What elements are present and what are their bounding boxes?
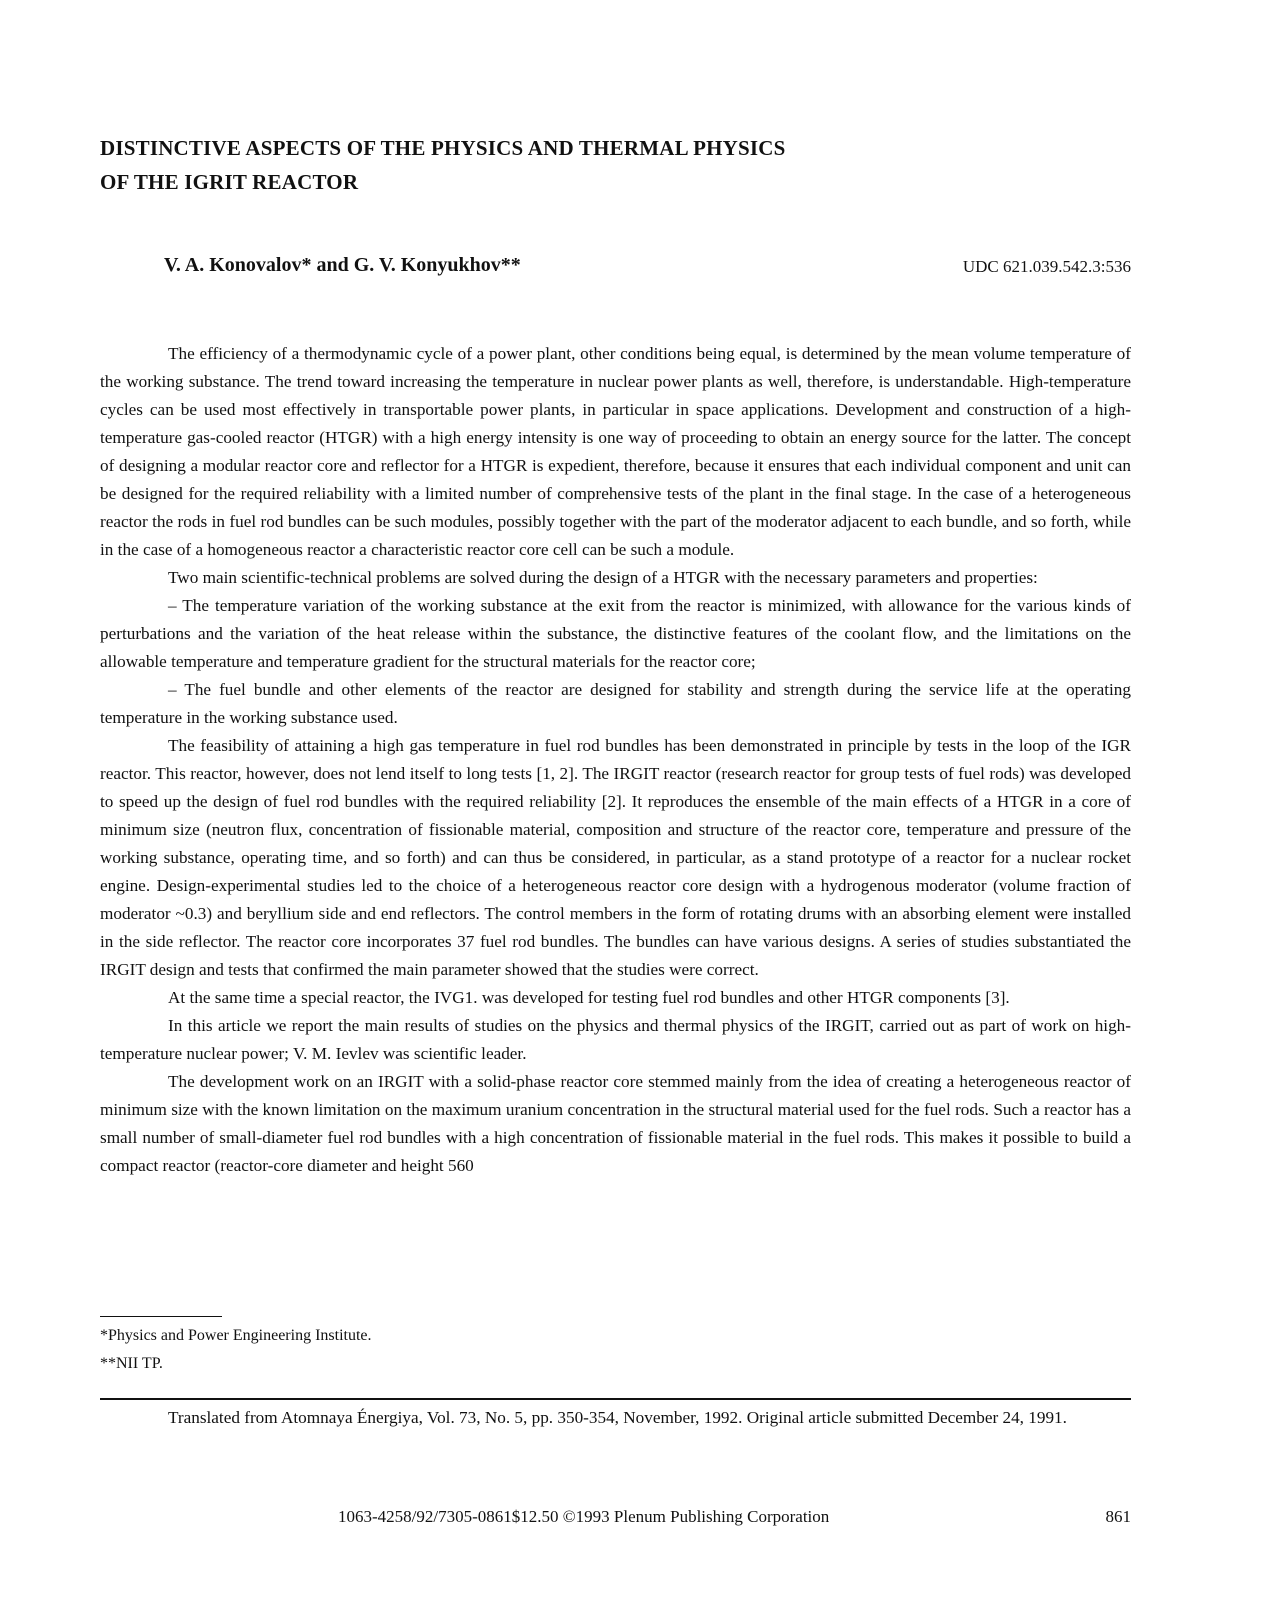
paragraph-3: The feasibility of attaining a high gas temperature in fuel rod bundles has been demonstrated in principle by tests in the loop of the IGR reactor. This reactor, however, does not lend itself to long tests [1, 2]. The IRGIT reactor (research reactor for group tests of fuel rods) was developed to speed up the design of fuel rod bundles with the required reliability [2]. It reproduces the ensemble of the main effects of a HTGR in a core of minimum size (neutron flux, concentration of fissionable material, composition and structure of the reactor core, temperature and pressure of the working substance, operating time, and so forth) and can thus be considered, in particular, as a stand prototype of a reactor for a nuclear rocket engine. Design-experimental studies led to the choice of a heterogeneous reactor core design with a hydrogenous moderator (volume fraction of moderator ~0.3) and beryllium side and end reflectors. The control members in the form of rotating drums with an absorbing element were installed in the side reflector. The reactor core incorporates 37 fuel rod bundles. The bundles can have various designs. A series of studies substantiated the IRGIT design and tests that confirmed the main parameter showed that the studies were correct. [100,736,1131,979]
paragraph-2: Two main scientific-technical problems are solved during the design of a HTGR with the necessary parameters and properties: [168,568,1038,587]
translation-text: Translated from Atomnaya Énergiya, Vol. 73, No. 5, pp. 350-354, November, 1992. Original article submitted December 24, 1991. [168,1408,1067,1427]
title-line-1: DISTINCTIVE ASPECTS OF THE PHYSICS AND THERMAL PHYSICS [100,136,786,160]
translation-divider [100,1398,1131,1400]
title-line-2: OF THE IGRIT REACTOR [100,170,359,194]
article-title [100,131,920,199]
author-line: V. A. Konovalov* and G. V. Konyukhov** [164,254,521,276]
footnote-1: *Physics and Power Engineering Institute. [100,1327,372,1344]
paragraph-5: In this article we report the main results of studies on the physics and thermal physics of the IRGIT, carried out as part of work on high-temperature nuclear power; V. M. Ievlev was scientific leader. [100,1016,1131,1063]
paragraph-1: The efficiency of a thermodynamic cycle of a power plant, other conditions being equal, is determined by the mean volume temperature of the working substance. The trend toward increasing the temperature in nuclear power plants as well, therefore, is understandable. High-temperature cycles can be used most effectively in transportable power plants, in particular in space applications. Development and construction of a high-temperature gas-cooled reactor (HTGR) with a high energy intensity is one way of proceeding to obtain an energy source for the latter. The concept of designing a modular reactor core and reflector for a HTGR is expedient, therefore, because it ensures that each individual component and unit can be designed for the required reliability with a limited number of comprehensive tests of the plant in the final stage. In the case of a heterogeneous reactor the rods in fuel rod bundles can be such modules, possibly together with the part of the moderator adjacent to each bundle, and so forth, while in the case of a homogeneous reactor a characteristic reactor core cell can be such a module. [100,344,1131,559]
footnote-2: **NII TP. [100,1355,163,1372]
udc-code: UDC 621.039.542.3:536 [962,257,1131,276]
page-number: 861 [1105,1507,1131,1526]
paragraph-6: The development work on an IRGIT with a solid-phase reactor core stemmed mainly from the idea of creating a heterogeneous reactor of minimum size with the known limitation on the maximum uranium concentration in the structural material used for the fuel rods. Such a reactor has a small number of small-diameter fuel rod bundles with a high concentration of fissionable material in the fuel rods. This makes it possible to build a compact reactor (reactor-core diameter and height 560 [100,1072,1131,1175]
footnotes [100,1322,372,1378]
paragraph-4: At the same time a special reactor, the IVG1. was developed for testing fuel rod bundles and other HTGR components [3]. [168,988,1010,1007]
list-item-1: – The temperature variation of the working substance at the exit from the reactor is minimized, with allowance for the various kinds of perturbations and the variation of the heat release within the substance, the distinctive features of the coolant flow, and the limitations on the allowable temperature and temperature gradient for the structural materials for the reactor core; [100,596,1131,671]
translation-note [100,1404,1131,1432]
publisher-info: 1063-4258/92/7305-0861$12.50 ©1993 Plenum Publishing Corporation [338,1507,830,1526]
article-body [100,340,1131,1180]
footnote-divider [100,1316,222,1317]
list-item-2: – The fuel bundle and other elements of the reactor are designed for stability and strength during the service life at the operating temperature in the working substance used. [100,680,1131,727]
